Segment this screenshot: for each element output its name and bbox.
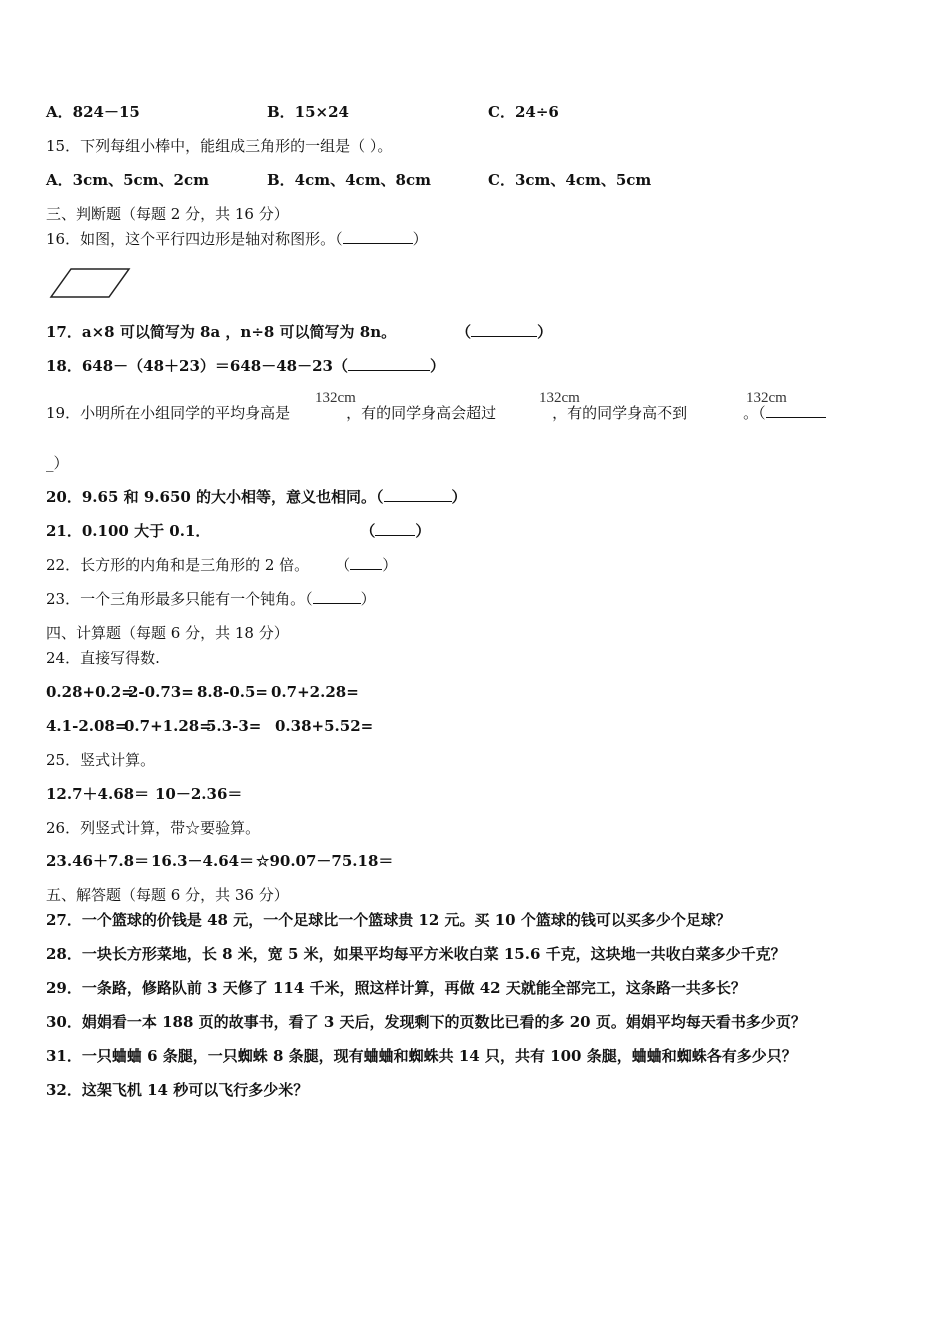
q18-answer-blank[interactable] bbox=[348, 356, 430, 371]
q17-answer-blank[interactable] bbox=[471, 322, 537, 337]
q20-close: ） bbox=[451, 488, 467, 506]
section3-heading: 三、判断题（每题 2 分，共 16 分） bbox=[46, 205, 289, 223]
q19-part2: ，有的同学身高会超过 bbox=[346, 404, 497, 422]
q17-close: ） bbox=[537, 323, 553, 341]
q23 bbox=[46, 589, 376, 609]
q24-title: 24．直接写得数. bbox=[46, 649, 160, 667]
q21-open: （ bbox=[360, 522, 376, 540]
q25-title: 25．竖式计算。 bbox=[46, 751, 156, 769]
q16-close: ） bbox=[412, 230, 428, 248]
q19 bbox=[46, 403, 826, 423]
q19-answer-blank[interactable] bbox=[766, 403, 826, 418]
q22-answer-blank[interactable] bbox=[350, 555, 382, 570]
parallelogram-shape bbox=[51, 269, 129, 297]
q18-close: ） bbox=[430, 357, 446, 375]
q24-item: 0.7+2.28= bbox=[271, 683, 359, 701]
q24-item: 8.8-0.5= bbox=[197, 683, 268, 701]
q26-item: 23.46＋7.8＝ bbox=[46, 852, 150, 870]
q27-text: 27．一个篮球的价钱是 48 元，一个足球比一个篮球贵 12 元。买 10 个篮球的钱可以买多少个足球？ bbox=[46, 911, 731, 929]
q15-text: 15．下列每组小棒中，能组成三角形的一组是（ ）。 bbox=[46, 137, 393, 155]
q19-height-over: 132cm bbox=[539, 390, 580, 406]
q19-height-under: 132cm bbox=[746, 390, 787, 406]
q17-open: （ bbox=[456, 323, 472, 341]
q32-text: 32．这架飞机 14 秒可以飞行多少米？ bbox=[46, 1081, 309, 1099]
section5-heading: 五、解答题（每题 6 分，共 36 分） bbox=[46, 886, 289, 904]
q24-item: 4.1-2.08= bbox=[46, 717, 128, 735]
q24-item: 0.7+1.28= bbox=[124, 717, 212, 735]
q25-item: 10－2.36＝ bbox=[155, 785, 243, 803]
q20 bbox=[46, 487, 467, 507]
q25-item: 12.7＋4.68＝ bbox=[46, 785, 150, 803]
q26-title: 26．列竖式计算，带☆要验算。 bbox=[46, 819, 261, 837]
q26-item: ☆90.07－75.18＝ bbox=[256, 852, 394, 870]
q20-answer-blank[interactable] bbox=[384, 487, 452, 502]
parallelogram-figure bbox=[46, 264, 134, 302]
q17-text: 17．a×8 可以简写为 8a ，n÷8 可以简写为 8n。 bbox=[46, 323, 397, 341]
q15-option-a: A．3cm、5cm、2cm bbox=[46, 171, 209, 189]
q23-close: ） bbox=[360, 590, 376, 608]
q19-part3: ，有的同学身高不到 bbox=[552, 404, 688, 422]
q19-part4: 。（ bbox=[743, 404, 766, 422]
q14-option-a: A．824－15 bbox=[46, 103, 140, 121]
q21-answer-blank[interactable] bbox=[375, 521, 415, 536]
q19-continuation: _） bbox=[46, 454, 69, 472]
q14-option-c: C．24÷6 bbox=[488, 103, 559, 121]
q21 bbox=[46, 521, 430, 541]
q24-item: 0.38+5.52= bbox=[275, 717, 374, 735]
q21-close: ） bbox=[415, 522, 431, 540]
q24-item: 5.3-3= bbox=[206, 717, 262, 735]
q22-text: 22．长方形的内角和是三角形的 2 倍。 bbox=[46, 556, 310, 574]
q16-answer-blank[interactable] bbox=[343, 229, 413, 244]
q14-option-b: B．15×24 bbox=[267, 103, 349, 121]
q23-text: 23．一个三角形最多只能有一个钝角。（ bbox=[46, 590, 313, 608]
q24-item: 2-0.73= bbox=[128, 683, 194, 701]
q30-text: 30．娟娟看一本 188 页的故事书，看了 3 天后，发现剩下的页数比已看的多 20 页。娟娟平均每天看书多少页？ bbox=[46, 1013, 806, 1031]
q19-part1: 19．小明所在小组同学的平均身高是 bbox=[46, 404, 291, 422]
q15-option-b: B．4cm、4cm、8cm bbox=[267, 171, 432, 189]
q17 bbox=[46, 322, 552, 342]
q28-text: 28．一块长方形菜地，长 8 米，宽 5 米，如果平均每平方米收白菜 15.6 千克，这块地一共收白菜多少千克？ bbox=[46, 945, 786, 963]
q23-answer-blank[interactable] bbox=[313, 589, 361, 604]
q29-text: 29．一条路，修路队前 3 天修了 114 千米，照这样计算，再做 42 天就能全部完工，这条路一共多长？ bbox=[46, 979, 746, 997]
q16 bbox=[46, 229, 428, 249]
q22 bbox=[46, 555, 397, 575]
q20-text: 20．9.65 和 9.650 的大小相等，意义也相同。（ bbox=[46, 488, 384, 506]
q21-text: 21．0.100 大于 0.1． bbox=[46, 522, 211, 540]
q31-text: 31．一只蛐蛐 6 条腿，一只蜘蛛 8 条腿，现有蛐蛐和蜘蛛共 14 只，共有 100 条腿，蛐蛐和蜘蛛各有多少只？ bbox=[46, 1047, 797, 1065]
q15-option-c: C．3cm、4cm、5cm bbox=[488, 171, 652, 189]
q26-item: 16.3－4.64＝ bbox=[151, 852, 255, 870]
q18 bbox=[46, 356, 445, 376]
q19-average-height: 132cm bbox=[315, 390, 356, 406]
q22-open: （ bbox=[335, 556, 351, 574]
q18-text: 18．648－（48＋23）＝648－48－23（ bbox=[46, 357, 348, 375]
q24-item: 0.28+0.2= bbox=[46, 683, 134, 701]
q16-text: 16．如图，这个平行四边形是轴对称图形。（ bbox=[46, 230, 343, 248]
q22-close: ） bbox=[382, 556, 398, 574]
section4-heading: 四、计算题（每题 6 分，共 18 分） bbox=[46, 624, 289, 642]
